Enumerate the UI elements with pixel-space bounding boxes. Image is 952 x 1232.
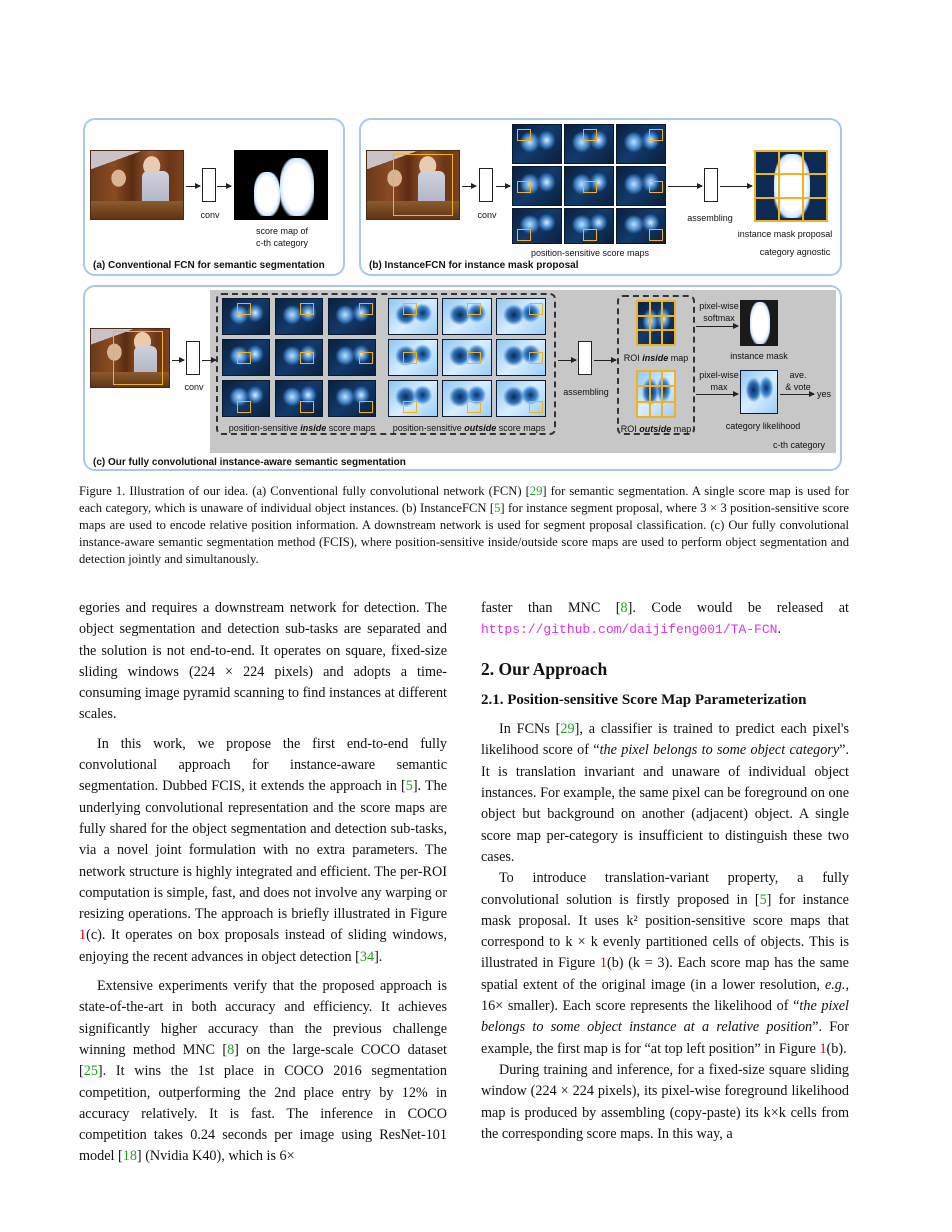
outside-map-6 xyxy=(496,339,546,376)
assembling-label-c: assembling xyxy=(563,387,609,397)
input-image-b xyxy=(366,150,460,220)
right-p2-ref-fig1[interactable]: 1 xyxy=(599,955,607,972)
outside-map-2 xyxy=(442,298,492,335)
arrow-b1 xyxy=(462,186,476,187)
left-p2-d: ]. xyxy=(374,948,383,965)
agnostic-label-b: category agnostic xyxy=(759,247,831,257)
caption-text-1: ] for semantic segmentation. A single score map is used for each category, which is unaware of individual object instances. (b) InstanceFCN [ xyxy=(79,484,849,515)
inside-maps-label xyxy=(222,422,382,434)
caption-lead: Figure 1. Illustration of our idea. (a) Conventional fully convolutional network (FCN) [ xyxy=(79,484,530,498)
caption-ref-29[interactable]: 29 xyxy=(529,484,543,498)
right-p0-ref-8[interactable]: 8 xyxy=(620,600,628,616)
softmax-label-2: softmax xyxy=(703,313,735,323)
roi-outside-post: map xyxy=(671,424,692,434)
roi-inside-grid xyxy=(636,300,676,346)
outside-map-4 xyxy=(388,339,438,376)
roi-outside-label xyxy=(618,423,694,435)
outside-map-5 xyxy=(442,339,492,376)
left-p3-d: ] (Nvidia K40), which is 6× xyxy=(136,1148,295,1165)
conv-label-c: conv xyxy=(184,382,204,392)
outside-map-1 xyxy=(388,298,438,335)
roi-inside-em: inside xyxy=(642,353,669,363)
assembling-label-b: assembling xyxy=(687,213,733,223)
roi-inside-pre: ROI xyxy=(623,353,643,363)
figure-caption xyxy=(79,483,849,568)
outside-maps-label xyxy=(386,422,552,434)
outside-map-8 xyxy=(442,380,492,417)
arrow-vote xyxy=(780,394,814,395)
score-map-b-2 xyxy=(564,124,614,164)
right-p2-c: (b) (k = 3). Each score map has the same spatial extent of the original image (in a lower resolution, xyxy=(481,955,849,993)
instance-mask-label: instance mask xyxy=(730,351,788,361)
right-paragraph-2 xyxy=(481,868,849,1060)
left-p3-ref-25[interactable]: 25 xyxy=(83,1063,98,1080)
left-paragraph-1: egories and requires a downstream network for detection. The object segmentation and detection sub-tasks are separated and the solution is not end-to-end. It operates on square, fixed-size sliding windows (224 × 224 pixels) and adopts a time-consuming image pyramid scanning to find instances at different scales. xyxy=(79,600,447,723)
panel-b-caption: (b) InstanceFCN for instance mask proposal xyxy=(369,260,579,271)
right-p0-c: . xyxy=(777,621,781,638)
right-paragraph-3: During training and inference, for a fixed-size square sliding window (224 × 224 pixels), its pixel-wise foreground likelihood map is produced by assembling (copy-paste) its k×k cells from the corresponding score maps. In this way, a xyxy=(481,1061,849,1142)
section-heading: 2. Our Approach xyxy=(481,658,608,679)
right-paragraph-1 xyxy=(481,719,849,868)
score-map-a xyxy=(234,150,328,220)
left-p2-a: In this work, we propose the first end-to-end fully convolutional approach for instance-aware semantic segmentation. Dubbed FCIS, it extends the approach in [ xyxy=(79,735,447,795)
arrow-c1 xyxy=(172,360,184,361)
left-p3-ref-8[interactable]: 8 xyxy=(227,1041,235,1058)
code-url-link[interactable]: https://github.com/daijifeng001/TA-FCN xyxy=(481,622,778,638)
right-p0-b: ]. Code would be released at xyxy=(627,600,849,616)
right-column xyxy=(481,598,849,1145)
right-p2-ref-fig1b[interactable]: 1 xyxy=(819,1040,827,1057)
right-p2-ref-5[interactable]: 5 xyxy=(759,891,767,908)
outside-maps-label-post: score maps xyxy=(496,423,546,433)
inside-maps-label-em: inside xyxy=(300,423,327,433)
right-p2-f: (b). xyxy=(826,1040,847,1057)
conv-box-a xyxy=(202,168,216,202)
yes-label: yes xyxy=(816,389,831,399)
input-image-c xyxy=(90,328,170,388)
inside-map-9 xyxy=(328,380,376,417)
roi-inside-label xyxy=(618,352,694,364)
left-p3-a: Extensive experiments verify that the proposed approach is state-of-the-art in both accuracy and efficiency. It achieves significantly higher accuracy than the previous challenge winning method MNC [ xyxy=(79,978,447,1058)
right-p2-e: ”. For example, the first map is for “at top left position” in Figure xyxy=(481,1019,849,1057)
conv-box-b xyxy=(479,168,493,202)
roi-outside-grid xyxy=(636,370,676,418)
outside-maps-label-em: outside xyxy=(464,423,497,433)
roi-outside-pre: ROI xyxy=(620,424,640,434)
left-p2-c: (c). It operates on box proposals instead of sliding windows, enjoying the recent advances in object detection [ xyxy=(79,927,447,965)
cth-category-label: c-th category xyxy=(772,440,826,450)
panel-a-caption: (a) Conventional FCN for semantic segmentation xyxy=(93,260,325,271)
right-p1-c: ”. It is translation invariant and unaware of individual object instances. For example, the same pixel can be foreground on one object but background on another (adjacent) object. A single score map per-category is insufficient to distinguish these two cases. xyxy=(481,742,849,865)
outside-map-9 xyxy=(496,380,546,417)
arrow-b4 xyxy=(720,186,752,187)
conv-label-a: conv xyxy=(200,210,220,220)
inside-map-1 xyxy=(222,298,270,335)
subsection-heading: 2.1. Position-sensitive Score Map Parameterization xyxy=(481,691,807,708)
inside-map-3 xyxy=(328,298,376,335)
right-p2-d: , 16× smaller). Each score represents the likelihood of “ xyxy=(481,976,849,1015)
vote-label-2: & vote xyxy=(785,382,811,392)
arrow-a1 xyxy=(186,186,200,187)
category-likelihood-label: category likelihood xyxy=(725,421,801,431)
arrow-max xyxy=(696,394,738,395)
right-p1-ref-29[interactable]: 29 xyxy=(560,721,575,738)
inside-map-6 xyxy=(328,339,376,376)
score-map-label-a-1: score map of xyxy=(255,226,309,236)
left-paragraph-3 xyxy=(79,976,447,1168)
right-p2-em2: the pixel belongs to some object instance at a relative position xyxy=(481,998,850,1036)
instance-mask-c xyxy=(740,300,778,346)
assembling-box-c xyxy=(578,341,592,375)
conv-label-b: conv xyxy=(477,210,497,220)
arrow-b3 xyxy=(668,186,702,187)
softmax-label-1: pixel-wise xyxy=(699,301,739,311)
right-p0-a: faster than MNC [ xyxy=(481,600,621,616)
category-likelihood-map xyxy=(740,370,778,414)
inside-map-2 xyxy=(275,298,323,335)
right-p1-em: the pixel belongs to some object category xyxy=(599,742,840,759)
score-map-b-1 xyxy=(512,124,562,164)
right-p2-a: To introduce translation-variant property, a fully convolutional solution is firstly proposed in [ xyxy=(481,870,849,908)
inside-map-4 xyxy=(222,339,270,376)
score-map-label-a-2: c-th category xyxy=(255,238,309,248)
vote-label-1: ave. xyxy=(789,370,807,380)
panel-c-caption: (c) Our fully convolutional instance-aware semantic segmentation xyxy=(93,457,406,468)
left-p3-ref-18[interactable]: 18 xyxy=(122,1148,137,1165)
arrow-a2 xyxy=(217,186,231,187)
input-image-a xyxy=(90,150,184,220)
outside-map-7 xyxy=(388,380,438,417)
right-p2-em1: e.g. xyxy=(824,976,846,993)
inside-map-5 xyxy=(275,339,323,376)
inside-map-7 xyxy=(222,380,270,417)
inside-map-8 xyxy=(275,380,323,417)
caption-ref-5[interactable]: 5 xyxy=(494,501,501,515)
roi-outside-em: outside xyxy=(639,424,672,434)
proposal-label-b: instance mask proposal xyxy=(737,229,833,239)
score-map-b-7 xyxy=(512,208,562,244)
left-p3-b: ] on the large-scale COCO dataset [ xyxy=(79,1041,448,1080)
left-p2-ref-34[interactable]: 34 xyxy=(359,948,375,965)
right-p1-b: ], a classifier is trained to predict each pixel's likelihood score of “ xyxy=(481,721,849,759)
mask-proposal-grid-b xyxy=(754,150,828,222)
score-map-b-9 xyxy=(616,208,666,244)
left-p2-ref-fig1[interactable]: 1 xyxy=(79,927,87,944)
left-p2-ref-5[interactable]: 5 xyxy=(405,778,413,795)
inside-maps-label-post: score maps xyxy=(326,423,376,433)
left-p2-b: ]. The underlying convolutional representation and the score maps are fully shared for the object segmentation and detection sub-tasks, via a novel joint formulation with no extra parameters. The network structure is highly integrated and efficient. The per-ROI computation is simple, fast, and does not involve any warping or resizing operations. The approach is briefly illustrated in Figure xyxy=(79,778,447,923)
score-map-b-3 xyxy=(616,124,666,164)
assembling-box-b xyxy=(704,168,718,202)
score-map-b-5 xyxy=(564,166,614,206)
left-column xyxy=(79,598,447,1168)
score-maps-label-b: position-sensitive score maps xyxy=(530,248,650,258)
right-paragraph-0 xyxy=(481,598,849,641)
roi-inside-post: map xyxy=(668,353,689,363)
right-p2-b: ] for instance mask proposal. It uses k² position-sensitive score maps that correspond to k × k evenly partitioned cells of objects. This is illustrated in Figure xyxy=(481,891,849,972)
right-p1-a: In FCNs [ xyxy=(499,721,561,738)
score-map-b-8 xyxy=(564,208,614,244)
outside-map-3 xyxy=(496,298,546,335)
left-paragraph-2 xyxy=(79,734,447,968)
max-label-2: max xyxy=(710,382,728,392)
arrow-c4 xyxy=(594,360,616,361)
arrow-c3 xyxy=(558,360,576,361)
left-p3-c: ]. It wins the 1st place in COCO 2016 segmentation competition, outperforming the 2nd place entry by 12% in accuracy relatively. It is fast. The inference in COCO competition takes 0.24 seconds per image using ResNet-101 model [ xyxy=(79,1063,447,1165)
conv-box-c xyxy=(186,341,200,375)
score-map-b-4 xyxy=(512,166,562,206)
inside-maps-label-pre: position-sensitive xyxy=(228,423,301,433)
arrow-b2 xyxy=(496,186,510,187)
arrow-softmax xyxy=(696,326,738,327)
arrow-c2 xyxy=(202,360,216,361)
outside-maps-label-pre: position-sensitive xyxy=(392,423,465,433)
caption-text-2: ] for instance segment proposal, where 3 × 3 position-sensitive score maps are used to encode relative position information. A downstream network is used for segment proposal classification. (c) Our fully convolutional instance-aware semantic segmentation method (FCIS), where position-sensitive inside/outside score maps are used to perform object segmentation and detection jointly and simultanously. xyxy=(79,501,849,566)
max-label-1: pixel-wise xyxy=(699,370,739,380)
score-map-b-6 xyxy=(616,166,666,206)
